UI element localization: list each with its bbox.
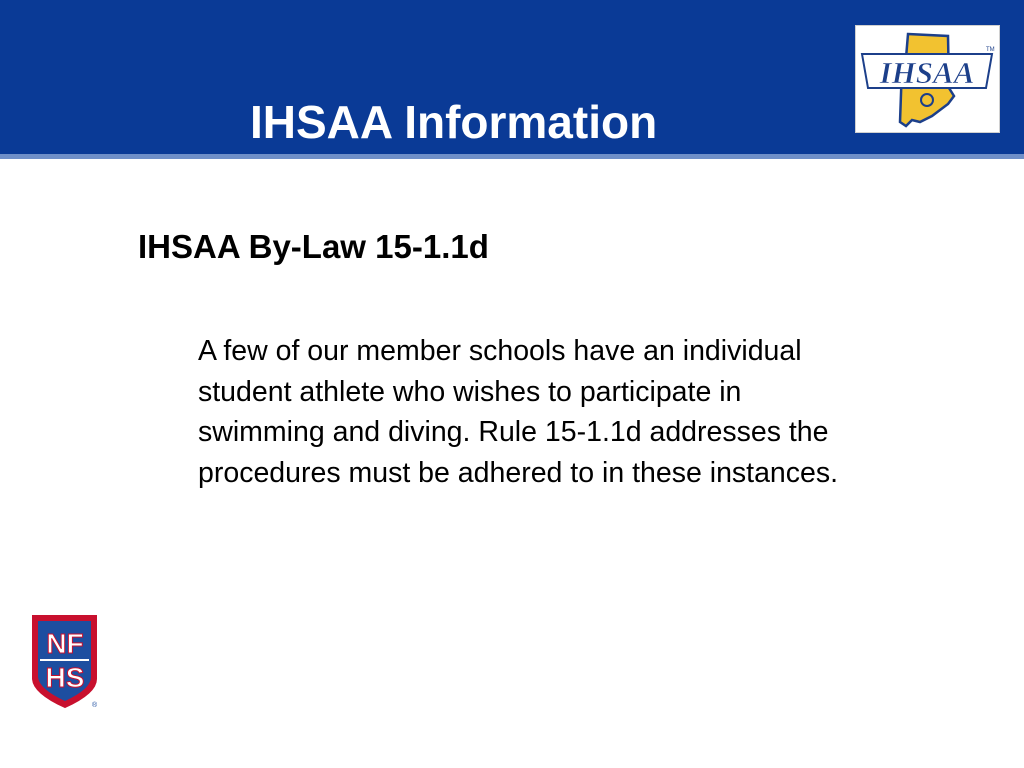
nfhs-logo-top-text: NF (46, 628, 84, 659)
bylaw-paragraph (198, 331, 998, 493)
header-divider (0, 154, 1024, 159)
paragraph-line: swimming and diving. Rule 15-1.1d addresses the (198, 416, 829, 448)
nfhs-logo-bottom-text: HS (45, 662, 85, 693)
paragraph-line: A few of our member schools have an individual (198, 335, 802, 367)
ihsaa-logo-icon (856, 26, 999, 132)
nfhs-logo-icon (30, 613, 102, 711)
paragraph-line: student athlete who wishes to participate in (198, 375, 742, 408)
slide-title: IHSAA Information (250, 96, 658, 148)
bylaw-heading: IHSAA By-Law 15-1.1d (138, 228, 489, 265)
ihsaa-logo-text: IHSAA (879, 55, 975, 90)
paragraph-line: procedures must be adhered to in these instances. (198, 456, 839, 489)
nfhs-registered-mark: ® (92, 702, 98, 709)
nfhs-logo (30, 613, 102, 711)
ihsaa-trademark: TM (986, 47, 995, 53)
ihsaa-logo (855, 25, 1000, 133)
